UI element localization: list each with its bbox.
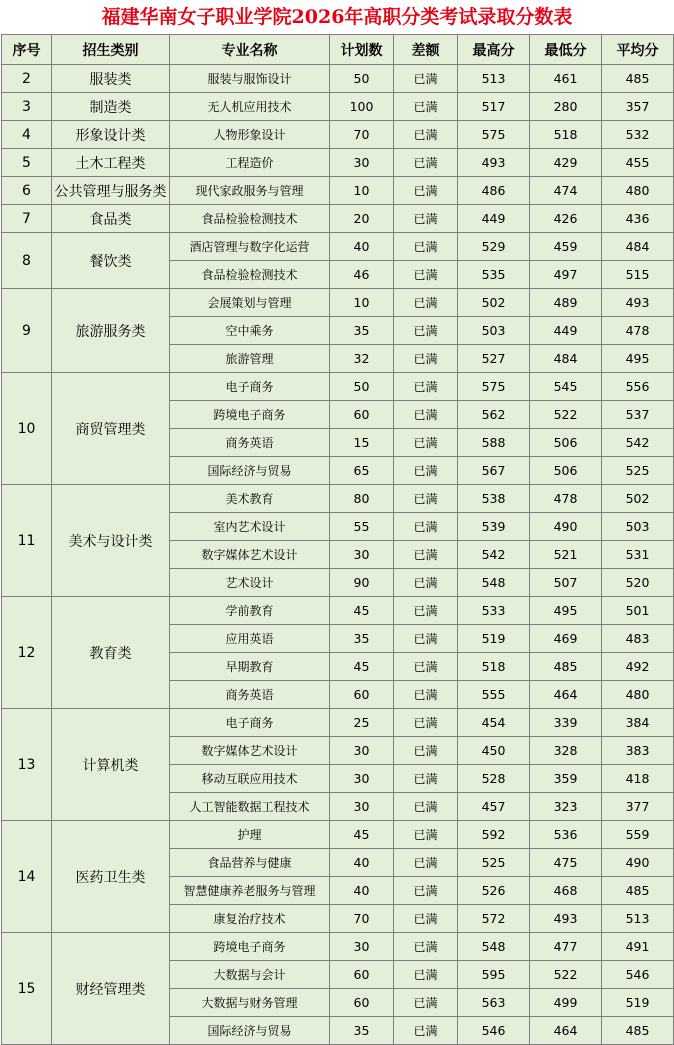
- min-score-cell: 485: [530, 653, 602, 681]
- diff-cell: 已满: [394, 989, 458, 1017]
- major-cell: 电子商务: [170, 709, 330, 737]
- min-score-cell: 477: [530, 933, 602, 961]
- major-cell: 数字媒体艺术设计: [170, 541, 330, 569]
- avg-score-cell: 377: [602, 793, 674, 821]
- max-score-cell: 518: [458, 653, 530, 681]
- min-score-cell: 328: [530, 737, 602, 765]
- diff-cell: 已满: [394, 681, 458, 709]
- plan-cell: 10: [330, 177, 394, 205]
- min-score-cell: 536: [530, 821, 602, 849]
- table-row: [2, 289, 674, 317]
- avg-score-cell: 483: [602, 625, 674, 653]
- avg-score-cell: 503: [602, 513, 674, 541]
- major-cell: 空中乘务: [170, 317, 330, 345]
- table-row: [2, 933, 674, 961]
- header-max: 最高分: [458, 35, 530, 65]
- avg-score-cell: 485: [602, 1017, 674, 1045]
- category-cell: 服装类: [52, 65, 170, 93]
- plan-cell: 100: [330, 93, 394, 121]
- header-plan: 计划数: [330, 35, 394, 65]
- max-score-cell: 502: [458, 289, 530, 317]
- seq-cell: 5: [2, 149, 52, 177]
- avg-score-cell: 556: [602, 373, 674, 401]
- table-row: [2, 233, 674, 261]
- max-score-cell: 450: [458, 737, 530, 765]
- avg-score-cell: 513: [602, 905, 674, 933]
- major-cell: 无人机应用技术: [170, 93, 330, 121]
- min-score-cell: 506: [530, 429, 602, 457]
- diff-cell: 已满: [394, 877, 458, 905]
- max-score-cell: 528: [458, 765, 530, 793]
- table-row: [2, 205, 674, 233]
- avg-score-cell: 485: [602, 877, 674, 905]
- avg-score-cell: 501: [602, 597, 674, 625]
- avg-score-cell: 485: [602, 65, 674, 93]
- category-cell: 财经管理类: [52, 933, 170, 1045]
- major-cell: 数字媒体艺术设计: [170, 737, 330, 765]
- min-score-cell: 522: [530, 401, 602, 429]
- diff-cell: 已满: [394, 485, 458, 513]
- diff-cell: 已满: [394, 345, 458, 373]
- diff-cell: 已满: [394, 233, 458, 261]
- min-score-cell: 506: [530, 457, 602, 485]
- major-cell: 跨境电子商务: [170, 933, 330, 961]
- diff-cell: 已满: [394, 205, 458, 233]
- diff-cell: 已满: [394, 65, 458, 93]
- plan-cell: 25: [330, 709, 394, 737]
- diff-cell: 已满: [394, 793, 458, 821]
- plan-cell: 10: [330, 289, 394, 317]
- major-cell: 美术教育: [170, 485, 330, 513]
- diff-cell: 已满: [394, 569, 458, 597]
- major-cell: 人物形象设计: [170, 121, 330, 149]
- min-score-cell: 323: [530, 793, 602, 821]
- diff-cell: 已满: [394, 513, 458, 541]
- avg-score-cell: 418: [602, 765, 674, 793]
- avg-score-cell: 493: [602, 289, 674, 317]
- avg-score-cell: 546: [602, 961, 674, 989]
- seq-cell: 12: [2, 597, 52, 709]
- max-score-cell: 527: [458, 345, 530, 373]
- table-row: [2, 485, 674, 513]
- plan-cell: 30: [330, 737, 394, 765]
- plan-cell: 30: [330, 541, 394, 569]
- plan-cell: 46: [330, 261, 394, 289]
- header-min: 最低分: [530, 35, 602, 65]
- major-cell: 大数据与会计: [170, 961, 330, 989]
- table-body: [2, 65, 674, 1045]
- diff-cell: 已满: [394, 737, 458, 765]
- diff-cell: 已满: [394, 821, 458, 849]
- plan-cell: 80: [330, 485, 394, 513]
- plan-cell: 35: [330, 1017, 394, 1045]
- major-cell: 护理: [170, 821, 330, 849]
- plan-cell: 40: [330, 233, 394, 261]
- category-cell: 制造类: [52, 93, 170, 121]
- plan-cell: 60: [330, 681, 394, 709]
- diff-cell: 已满: [394, 709, 458, 737]
- table-row: [2, 93, 674, 121]
- diff-cell: 已满: [394, 289, 458, 317]
- seq-cell: 15: [2, 933, 52, 1045]
- max-score-cell: 575: [458, 373, 530, 401]
- admission-score-table: [1, 34, 674, 1045]
- plan-cell: 70: [330, 121, 394, 149]
- diff-cell: 已满: [394, 653, 458, 681]
- avg-score-cell: 436: [602, 205, 674, 233]
- min-score-cell: 459: [530, 233, 602, 261]
- major-cell: 学前教育: [170, 597, 330, 625]
- avg-score-cell: 492: [602, 653, 674, 681]
- avg-score-cell: 484: [602, 233, 674, 261]
- avg-score-cell: 532: [602, 121, 674, 149]
- min-score-cell: 461: [530, 65, 602, 93]
- diff-cell: 已满: [394, 765, 458, 793]
- major-cell: 工程造价: [170, 149, 330, 177]
- category-cell: 食品类: [52, 205, 170, 233]
- plan-cell: 45: [330, 597, 394, 625]
- plan-cell: 20: [330, 205, 394, 233]
- plan-cell: 50: [330, 65, 394, 93]
- plan-cell: 35: [330, 625, 394, 653]
- seq-cell: 4: [2, 121, 52, 149]
- diff-cell: 已满: [394, 625, 458, 653]
- min-score-cell: 493: [530, 905, 602, 933]
- min-score-cell: 464: [530, 1017, 602, 1045]
- avg-score-cell: 495: [602, 345, 674, 373]
- avg-score-cell: 383: [602, 737, 674, 765]
- max-score-cell: 548: [458, 569, 530, 597]
- avg-score-cell: 559: [602, 821, 674, 849]
- min-score-cell: 475: [530, 849, 602, 877]
- min-score-cell: 521: [530, 541, 602, 569]
- min-score-cell: 495: [530, 597, 602, 625]
- avg-score-cell: 455: [602, 149, 674, 177]
- plan-cell: 70: [330, 905, 394, 933]
- min-score-cell: 507: [530, 569, 602, 597]
- avg-score-cell: 502: [602, 485, 674, 513]
- max-score-cell: 595: [458, 961, 530, 989]
- max-score-cell: 454: [458, 709, 530, 737]
- max-score-cell: 562: [458, 401, 530, 429]
- max-score-cell: 546: [458, 1017, 530, 1045]
- plan-cell: 40: [330, 849, 394, 877]
- plan-cell: 30: [330, 765, 394, 793]
- min-score-cell: 489: [530, 289, 602, 317]
- seq-cell: 14: [2, 821, 52, 933]
- major-cell: 国际经济与贸易: [170, 457, 330, 485]
- category-cell: 医药卫生类: [52, 821, 170, 933]
- diff-cell: 已满: [394, 401, 458, 429]
- max-score-cell: 529: [458, 233, 530, 261]
- major-cell: 康复治疗技术: [170, 905, 330, 933]
- table-row: [2, 121, 674, 149]
- major-cell: 移动互联应用技术: [170, 765, 330, 793]
- min-score-cell: 474: [530, 177, 602, 205]
- diff-cell: 已满: [394, 261, 458, 289]
- seq-cell: 7: [2, 205, 52, 233]
- max-score-cell: 519: [458, 625, 530, 653]
- category-cell: 商贸管理类: [52, 373, 170, 485]
- diff-cell: 已满: [394, 849, 458, 877]
- avg-score-cell: 357: [602, 93, 674, 121]
- major-cell: 电子商务: [170, 373, 330, 401]
- plan-cell: 60: [330, 401, 394, 429]
- category-cell: 形象设计类: [52, 121, 170, 149]
- major-cell: 酒店管理与数字化运营: [170, 233, 330, 261]
- diff-cell: 已满: [394, 597, 458, 625]
- max-score-cell: 539: [458, 513, 530, 541]
- min-score-cell: 497: [530, 261, 602, 289]
- category-cell: 教育类: [52, 597, 170, 709]
- diff-cell: 已满: [394, 149, 458, 177]
- major-cell: 现代家政服务与管理: [170, 177, 330, 205]
- min-score-cell: 545: [530, 373, 602, 401]
- seq-cell: 11: [2, 485, 52, 597]
- diff-cell: 已满: [394, 1017, 458, 1045]
- major-cell: 人工智能数据工程技术: [170, 793, 330, 821]
- major-cell: 食品检验检测技术: [170, 261, 330, 289]
- category-cell: 计算机类: [52, 709, 170, 821]
- max-score-cell: 525: [458, 849, 530, 877]
- plan-cell: 30: [330, 149, 394, 177]
- max-score-cell: 486: [458, 177, 530, 205]
- max-score-cell: 555: [458, 681, 530, 709]
- plan-cell: 50: [330, 373, 394, 401]
- avg-score-cell: 491: [602, 933, 674, 961]
- table-row: [2, 709, 674, 737]
- max-score-cell: 457: [458, 793, 530, 821]
- max-score-cell: 535: [458, 261, 530, 289]
- seq-cell: 3: [2, 93, 52, 121]
- avg-score-cell: 384: [602, 709, 674, 737]
- diff-cell: 已满: [394, 317, 458, 345]
- avg-score-cell: 520: [602, 569, 674, 597]
- min-score-cell: 478: [530, 485, 602, 513]
- major-cell: 智慧健康养老服务与管理: [170, 877, 330, 905]
- diff-cell: 已满: [394, 933, 458, 961]
- max-score-cell: 572: [458, 905, 530, 933]
- plan-cell: 90: [330, 569, 394, 597]
- plan-cell: 35: [330, 317, 394, 345]
- avg-score-cell: 542: [602, 429, 674, 457]
- min-score-cell: 468: [530, 877, 602, 905]
- max-score-cell: 513: [458, 65, 530, 93]
- table-row: [2, 373, 674, 401]
- seq-cell: 6: [2, 177, 52, 205]
- max-score-cell: 542: [458, 541, 530, 569]
- diff-cell: 已满: [394, 93, 458, 121]
- avg-score-cell: 515: [602, 261, 674, 289]
- category-cell: 美术与设计类: [52, 485, 170, 597]
- avg-score-cell: 478: [602, 317, 674, 345]
- plan-cell: 65: [330, 457, 394, 485]
- diff-cell: 已满: [394, 541, 458, 569]
- table-row: [2, 65, 674, 93]
- page-title: 福建华南女子职业学院2026年高职分类考试录取分数表: [101, 6, 573, 28]
- diff-cell: 已满: [394, 121, 458, 149]
- seq-cell: 10: [2, 373, 52, 485]
- plan-cell: 45: [330, 653, 394, 681]
- max-score-cell: 517: [458, 93, 530, 121]
- category-cell: 土木工程类: [52, 149, 170, 177]
- avg-score-cell: 480: [602, 681, 674, 709]
- major-cell: 食品营养与健康: [170, 849, 330, 877]
- major-cell: 服装与服饰设计: [170, 65, 330, 93]
- min-score-cell: 490: [530, 513, 602, 541]
- plan-cell: 30: [330, 793, 394, 821]
- major-cell: 食品检验检测技术: [170, 205, 330, 233]
- table-row: [2, 821, 674, 849]
- max-score-cell: 575: [458, 121, 530, 149]
- plan-cell: 45: [330, 821, 394, 849]
- avg-score-cell: 531: [602, 541, 674, 569]
- major-cell: 早期教育: [170, 653, 330, 681]
- min-score-cell: 426: [530, 205, 602, 233]
- min-score-cell: 280: [530, 93, 602, 121]
- major-cell: 会展策划与管理: [170, 289, 330, 317]
- diff-cell: 已满: [394, 177, 458, 205]
- avg-score-cell: 480: [602, 177, 674, 205]
- plan-cell: 40: [330, 877, 394, 905]
- category-cell: 餐饮类: [52, 233, 170, 289]
- min-score-cell: 522: [530, 961, 602, 989]
- major-cell: 商务英语: [170, 681, 330, 709]
- min-score-cell: 449: [530, 317, 602, 345]
- min-score-cell: 518: [530, 121, 602, 149]
- max-score-cell: 538: [458, 485, 530, 513]
- seq-cell: 2: [2, 65, 52, 93]
- avg-score-cell: 537: [602, 401, 674, 429]
- max-score-cell: 548: [458, 933, 530, 961]
- header-major: 专业名称: [170, 35, 330, 65]
- min-score-cell: 499: [530, 989, 602, 1017]
- max-score-cell: 526: [458, 877, 530, 905]
- plan-cell: 32: [330, 345, 394, 373]
- avg-score-cell: 525: [602, 457, 674, 485]
- seq-cell: 13: [2, 709, 52, 821]
- min-score-cell: 359: [530, 765, 602, 793]
- category-cell: 旅游服务类: [52, 289, 170, 373]
- category-cell: 公共管理与服务类: [52, 177, 170, 205]
- table-header-row: [2, 35, 674, 65]
- max-score-cell: 503: [458, 317, 530, 345]
- seq-cell: 8: [2, 233, 52, 289]
- min-score-cell: 464: [530, 681, 602, 709]
- major-cell: 艺术设计: [170, 569, 330, 597]
- seq-cell: 9: [2, 289, 52, 373]
- major-cell: 商务英语: [170, 429, 330, 457]
- min-score-cell: 429: [530, 149, 602, 177]
- table-row: [2, 597, 674, 625]
- major-cell: 国际经济与贸易: [170, 1017, 330, 1045]
- diff-cell: 已满: [394, 961, 458, 989]
- table-row: [2, 177, 674, 205]
- min-score-cell: 484: [530, 345, 602, 373]
- plan-cell: 60: [330, 989, 394, 1017]
- avg-score-cell: 519: [602, 989, 674, 1017]
- max-score-cell: 588: [458, 429, 530, 457]
- min-score-cell: 339: [530, 709, 602, 737]
- max-score-cell: 592: [458, 821, 530, 849]
- max-score-cell: 493: [458, 149, 530, 177]
- plan-cell: 60: [330, 961, 394, 989]
- diff-cell: 已满: [394, 905, 458, 933]
- plan-cell: 55: [330, 513, 394, 541]
- header-avg: 平均分: [602, 35, 674, 65]
- diff-cell: 已满: [394, 457, 458, 485]
- header-seq: 序号: [2, 35, 52, 65]
- max-score-cell: 449: [458, 205, 530, 233]
- plan-cell: 30: [330, 933, 394, 961]
- major-cell: 跨境电子商务: [170, 401, 330, 429]
- max-score-cell: 533: [458, 597, 530, 625]
- max-score-cell: 563: [458, 989, 530, 1017]
- header-category: 招生类别: [52, 35, 170, 65]
- diff-cell: 已满: [394, 429, 458, 457]
- min-score-cell: 469: [530, 625, 602, 653]
- major-cell: 大数据与财务管理: [170, 989, 330, 1017]
- header-diff: 差额: [394, 35, 458, 65]
- diff-cell: 已满: [394, 373, 458, 401]
- major-cell: 室内艺术设计: [170, 513, 330, 541]
- max-score-cell: 567: [458, 457, 530, 485]
- major-cell: 应用英语: [170, 625, 330, 653]
- avg-score-cell: 490: [602, 849, 674, 877]
- table-row: [2, 149, 674, 177]
- plan-cell: 15: [330, 429, 394, 457]
- major-cell: 旅游管理: [170, 345, 330, 373]
